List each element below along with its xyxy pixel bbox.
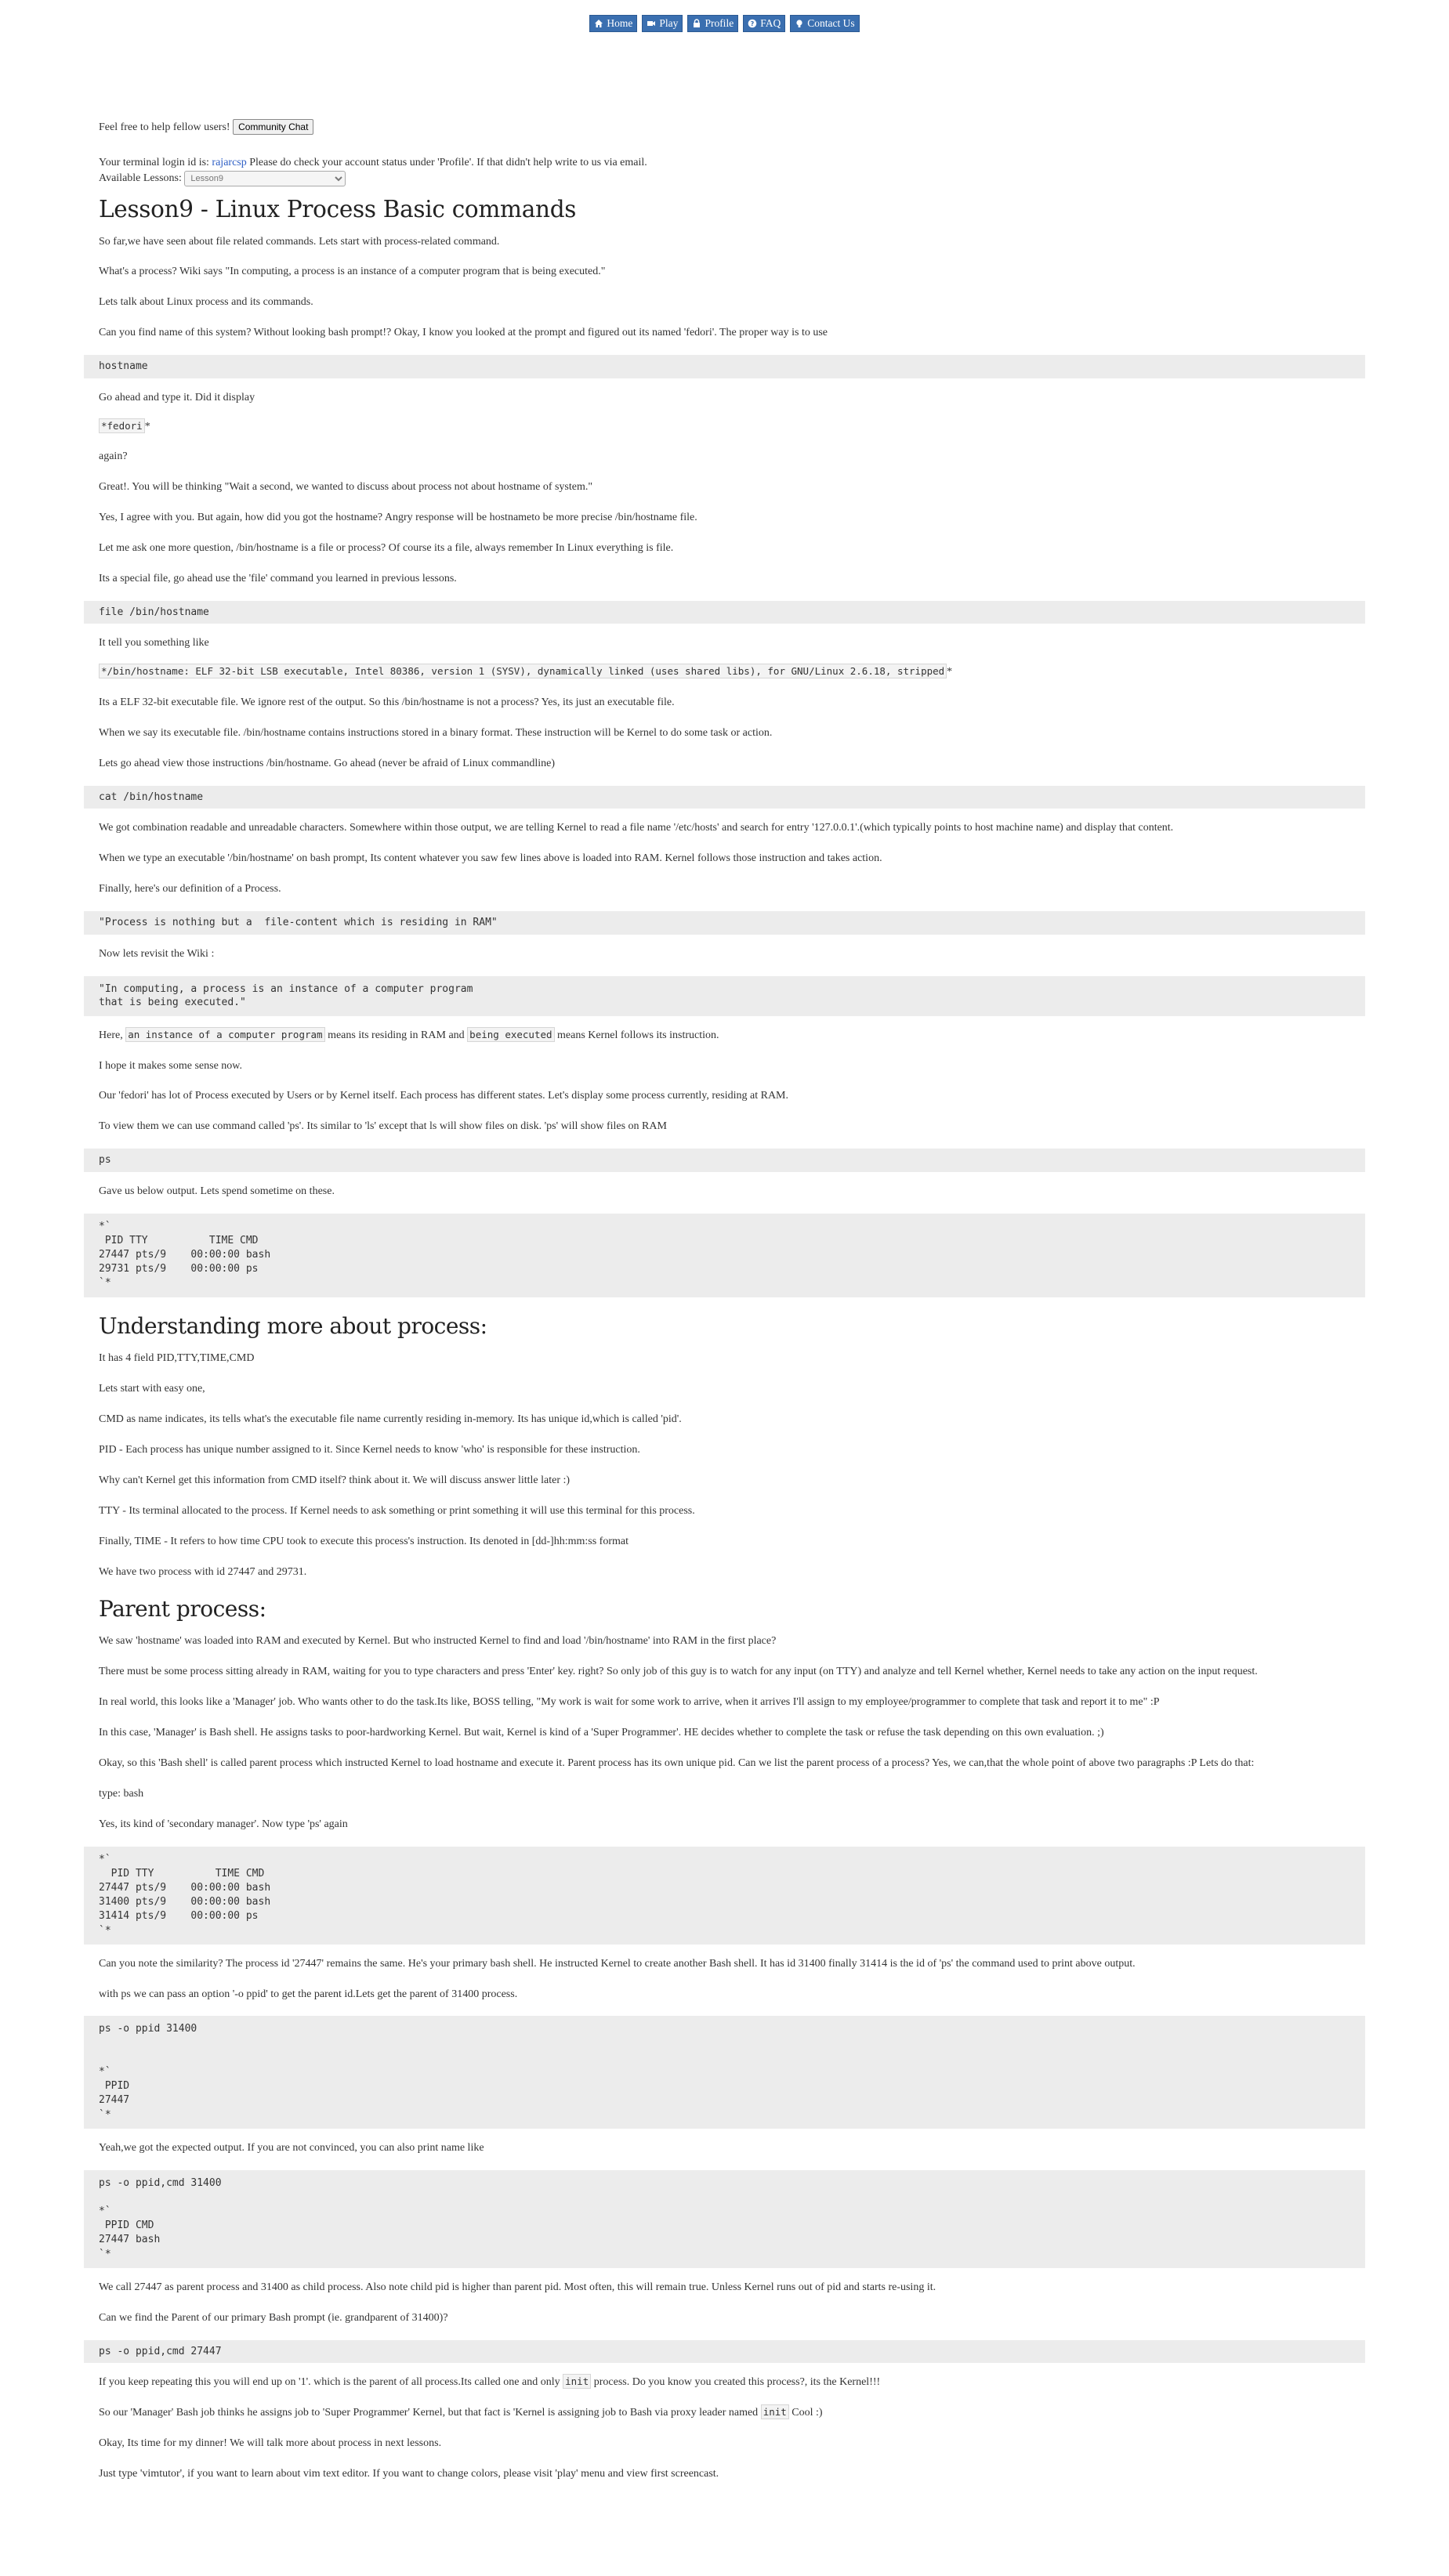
- lesson-title: Lesson9 - Linux Process Basic commands: [99, 195, 577, 223]
- inline-code: */bin/hostname: ELF 32-bit LSB executable, Intel 80386, version 1 (SYSV), dynamically linked (uses shared libs), for GNU/Linux 2.6.18, stripped: [99, 664, 947, 678]
- paragraph: Finally, TIME - It refers to how time CPU took to execute this process's instruction. Its denoted in [dd-]hh:mm:ss format: [99, 1535, 629, 1547]
- paragraph: Just type 'vimtutor', if you want to learn about vim text editor. If you want to change colors, please visit 'play' menu and view first screencast.: [99, 2467, 719, 2480]
- nav-contact-label: Contact Us: [807, 17, 855, 29]
- help-text: [99, 119, 1365, 136]
- lesson-main: [0, 32, 1449, 2495]
- paragraph: Finally, here's our definition of a Process.: [99, 883, 281, 895]
- inline-code: init: [761, 2404, 789, 2419]
- nav-play-label: Play: [659, 17, 679, 29]
- paragraph: Great!. You will be thinking "Wait a second, we wanted to discuss about process not about hostname of system.": [99, 481, 593, 494]
- nav-faq-label: FAQ: [760, 17, 781, 29]
- home-icon: [594, 19, 603, 28]
- code-block: file /bin/hostname: [84, 601, 1365, 624]
- code-block: *` PID TTY TIME CMD 27447 pts/9 00:00:00 bash 31400 pts/9 00:00:00 bash 31414 pts/9 00:00:00 ps `*: [84, 1847, 1365, 1945]
- text: means Kernel follows its instruction.: [557, 1029, 719, 1041]
- paragraph: We have two process with id 27447 and 29731.: [99, 1565, 307, 1578]
- text: process. Do you know you created this process?, its the Kernel!!!: [593, 2376, 881, 2389]
- elf-output: [99, 665, 1365, 680]
- code-block: cat /bin/hostname: [84, 786, 1365, 809]
- nav-play-button[interactable]: [642, 15, 683, 32]
- paragraph: We call 27447 as parent process and 31400 as child process. Also note child pid is higher than parent pid. Most often, this will remain true. Unless Kernel runs out of pid and starts re-using it.: [99, 2281, 936, 2293]
- paragraph: Let me ask one more question, /bin/hostname is a file or process? Of course its a file, always remember In Linux everything is file.: [99, 542, 674, 555]
- instance-paragraph: [99, 1029, 1365, 1044]
- inline-code: an instance of a computer program: [125, 1027, 324, 1042]
- paragraph: Now lets revisit the Wiki :: [99, 947, 215, 960]
- paragraph: So far,we have seen about file related commands. Lets start with process-related command.: [99, 235, 500, 248]
- paragraph: Okay, Its time for my dinner! We will talk more about process in next lessons.: [99, 2437, 442, 2449]
- paragraph: Lets talk about Linux process and its commands.: [99, 296, 313, 309]
- paragraph: Yes, its kind of 'secondary manager'. Now type 'ps' again: [99, 1818, 348, 1830]
- video-camera-icon: [647, 19, 656, 28]
- code-block: ps -o ppid,cmd 31400 *` PPID CMD 27447 bash `*: [84, 2170, 1365, 2268]
- paragraph: There must be some process sitting already in RAM, waiting for you to type characters and press 'Enter' key. right? So only job of this guy is to watch for any input (on TTY) and analyze and tell Kernel whether, Kernel needs to take any action on the input request.: [99, 1666, 1258, 1678]
- text: means its residing in RAM and: [328, 1029, 465, 1041]
- question-circle-icon: [748, 19, 757, 28]
- paragraph: It tell you something like: [99, 637, 209, 649]
- paragraph: with ps we can pass an option '-o ppid' to get the parent id.Lets get the parent of 31400 process.: [99, 1988, 518, 2000]
- paragraph: Can you note the similarity? The process id '27447' remains the same. He's your primary bash shell. He instructed Kernel to create another Bash shell. It has id 31400 finally 31414 is the id of 'ps' the command used to print above output.: [99, 1957, 1136, 1970]
- paragraph: It has 4 field PID,TTY,TIME,CMD: [99, 1352, 255, 1365]
- paragraph: To view them we can use command called 'ps'. Its similar to 'ls' except that ls will show files on disk. 'ps' will show files on RAM: [99, 1120, 667, 1133]
- inline-code: being executed: [467, 1027, 554, 1042]
- paragraph: Go ahead and type it. Did it display: [99, 391, 255, 403]
- lesson-select[interactable]: [184, 171, 346, 186]
- code-block: "Process is nothing but a file-content which is residing in RAM": [84, 911, 1365, 935]
- code-block: hostname: [84, 355, 1365, 378]
- help-label: Feel free to help fellow users!: [99, 121, 230, 133]
- code-block: ps -o ppid 31400 *` PPID 27447 `*: [84, 2016, 1365, 2128]
- lessons-row: [99, 171, 1365, 186]
- community-chat-button[interactable]: Community Chat: [233, 119, 313, 135]
- asterisk: *: [947, 666, 953, 678]
- paragraph: Our 'fedori' has lot of Process executed by Users or by Kernel itself. Each process has different states. Let's display some process currently, residing at RAM.: [99, 1090, 788, 1102]
- paragraph: Its a special file, go ahead use the 'file' command you learned in previous lessons.: [99, 573, 457, 585]
- text: Here,: [99, 1029, 123, 1041]
- nav-faq-button[interactable]: [743, 15, 785, 32]
- lessons-label: Available Lessons:: [99, 172, 182, 184]
- paragraph: PID - Each process has unique number assigned to it. Since Kernel needs to know 'who' is responsible for these instruction.: [99, 1444, 640, 1456]
- login-prefix: Your terminal login id is:: [99, 156, 209, 168]
- section-heading: Understanding more about process:: [99, 1312, 487, 1339]
- paragraph: Can you find name of this system? Without looking bash prompt!? Okay, I know you looked at the prompt and figured out its named 'fedori'. The proper way is to use: [99, 327, 828, 339]
- paragraph: Lets start with easy one,: [99, 1383, 205, 1395]
- paragraph: Yes, I agree with you. But again, how did you got the hostname? Angry response will be hostnameto be more precise /bin/hostname file.: [99, 512, 697, 524]
- paragraph: Its a ELF 32-bit executable file. We ignore rest of the output. So this /bin/hostname is not a process? Yes, its just an executable file.: [99, 696, 675, 709]
- nav-home-button[interactable]: [589, 15, 637, 32]
- code-block: "In computing, a process is an instance of a computer program that is being executed.": [84, 976, 1365, 1016]
- login-info: [99, 156, 1365, 171]
- paragraph: TTY - Its terminal allocated to the process. If Kernel needs to ask something or print something it will use this terminal for this process.: [99, 1504, 695, 1517]
- text: If you keep repeating this you will end up on '1'. which is the parent of all process.Its called one and only: [99, 2376, 560, 2389]
- code-block: ps: [84, 1149, 1365, 1172]
- text: So our 'Manager' Bash job thinks he assigns job to 'Super Programmer' Kernel, but that fact is 'Kernel is assigning job to Bash via proxy leader named: [99, 2407, 759, 2419]
- paragraph: Lets go ahead view those instructions /bin/hostname. Go ahead (never be afraid of Linux commandline): [99, 758, 555, 770]
- paragraph: In real world, this looks like a 'Manager' job. Who wants other to do the task.Its like, BOSS telling, "My work is wait for some work to arrive, when it arrives I'll assign to my employee/programmer to complete that task and report it to me" :P: [99, 1696, 1160, 1709]
- paragraph: We saw 'hostname' was loaded into RAM and executed by Kernel. But who instructed Kernel to find and load '/bin/hostname' into RAM in the first place?: [99, 1635, 777, 1648]
- lightbulb-icon: [795, 19, 804, 28]
- paragraph: When we say its executable file. /bin/hostname contains instructions stored in a binary format. These instruction will be Kernel to do some task or action.: [99, 727, 773, 740]
- proxy-paragraph: [99, 2406, 1365, 2421]
- inline-code: init: [563, 2374, 591, 2389]
- nav-home-label: Home: [607, 17, 633, 29]
- nav-contact-button[interactable]: [790, 15, 859, 32]
- init-paragraph: [99, 2375, 1365, 2390]
- code-block: *` PID TTY TIME CMD 27447 pts/9 00:00:00 bash 29731 pts/9 00:00:00 ps `*: [84, 1214, 1365, 1297]
- fedori-output: [99, 420, 1365, 435]
- nav-profile-button[interactable]: [687, 15, 738, 32]
- paragraph: In this case, 'Manager' is Bash shell. He assigns tasks to poor-hardworking Kernel. But wait, Kernel is kind of a 'Super Programmer'. HE decides whether to complete the task or refuse the task depending on this own evaluation. ;): [99, 1727, 1104, 1739]
- section-heading: Parent process:: [99, 1595, 266, 1622]
- nav-profile-label: Profile: [705, 17, 734, 29]
- top-nav: [0, 0, 1449, 32]
- text: Cool :): [792, 2407, 823, 2419]
- paragraph: type: bash: [99, 1787, 144, 1800]
- paragraph: When we type an executable '/bin/hostname' on bash prompt, Its content whatever you saw few lines above is loaded into RAM. Kernel follows those instruction and takes action.: [99, 852, 882, 865]
- paragraph: We got combination readable and unreadable characters. Somewhere within those output, we are telling Kernel to read a file name '/etc/hosts' and search for entry '127.0.0.1'.(which typically points to host machine name) and display that content.: [99, 822, 1174, 834]
- svg-text:?: ?: [750, 20, 755, 27]
- lock-icon: [692, 19, 701, 28]
- login-id-link[interactable]: rajarcsp: [212, 156, 247, 168]
- paragraph: again?: [99, 450, 128, 463]
- paragraph: Gave us below output. Lets spend sometime on these.: [99, 1185, 335, 1197]
- paragraph: I hope it makes some sense now.: [99, 1059, 242, 1072]
- paragraph: CMD as name indicates, its tells what's the executable file name currently residing in-memory. Its has unique id,which is called 'pid'.: [99, 1413, 682, 1426]
- paragraph: Yeah,we got the expected output. If you are not convinced, you can also print name like: [99, 2141, 484, 2154]
- inline-code: *fedori: [99, 418, 145, 433]
- login-suffix: Please do check your account status under 'Profile'. If that didn't help write to us via email.: [249, 156, 647, 168]
- paragraph: Can we find the Parent of our primary Bash prompt (ie. grandparent of 31400)?: [99, 2311, 448, 2324]
- code-block: ps -o ppid,cmd 27447: [84, 2340, 1365, 2364]
- paragraph: What's a process? Wiki says "In computing, a process is an instance of a computer program that is being executed.": [99, 266, 606, 278]
- asterisk: *: [144, 420, 150, 432]
- paragraph: Okay, so this 'Bash shell' is called parent process which instructed Kernel to load hostname and execute it. Parent process has its own unique pid. Can we list the parent process of a process? Yes, we can,that the whole point of above two paragraphs :P Lets do that:: [99, 1757, 1255, 1769]
- paragraph: Why can't Kernel get this information from CMD itself? think about it. We will discuss answer little later :): [99, 1474, 571, 1486]
